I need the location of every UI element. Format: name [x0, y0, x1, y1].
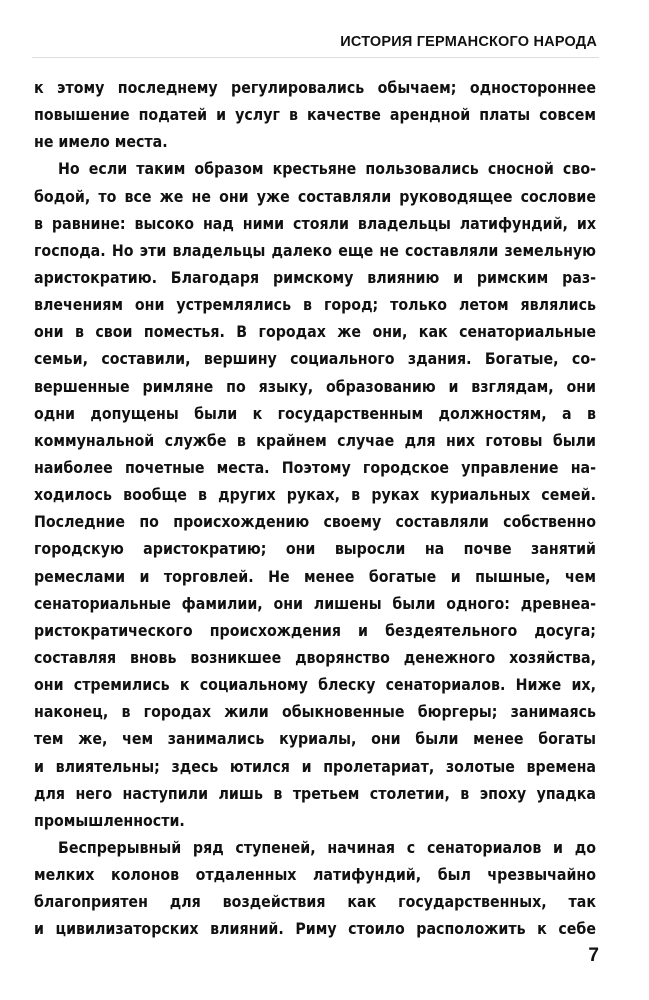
text-line: составляя вновь возникшее дворянство денежного хозяйства, [34, 647, 596, 667]
text-line: они в свои поместья. В городах же они, как сенаториальные [34, 322, 596, 342]
running-header: ИСТОРИЯ ГЕРМАНСКОГО НАРОДА [340, 34, 597, 50]
paragraph [34, 155, 596, 834]
body-text [34, 74, 596, 943]
text-line: сенаториальные фамилии, они лишены были одного: древнеа- [34, 593, 596, 613]
text-line: к этому последнему регулировались обычаем; одностороннее [34, 78, 596, 97]
text-line: тем же, чем занимались куриалы, они были менее богаты [34, 729, 596, 749]
text-line: благоприятен для воздействия как государственных, так [34, 892, 596, 912]
text-line: наиболее почетные места. Поэтому городское управление на- [34, 457, 596, 477]
text-line: ходилось вообще в других руках, в руках куриальных семей. [34, 485, 596, 505]
text-line: в равнине: высоко над ними стояли владельцы латифундий, их [34, 213, 596, 233]
text-line: и цивилизаторских влияний. Риму стоило расположить к себе [34, 919, 596, 939]
text-line: городскую аристократию; они выросли на почве занятий [34, 539, 596, 559]
text-line: Беспрерывный ряд ступеней, начиная с сенаториалов и до [58, 837, 596, 857]
text-line: коммунальной службе в крайнем случае для них готовы были [34, 430, 596, 450]
text-line: они стремились к социальному блеску сенаториалов. Ниже их, [34, 675, 596, 695]
text-line: и влиятельны; здесь ютился и пролетариат, золотые времена [34, 756, 596, 776]
text-line: промышленности. [34, 810, 185, 830]
text-line: Последние по происхождению своему составляли собственно [34, 512, 596, 532]
paragraph [34, 74, 596, 155]
text-line: семьи, составили, вершину социального здания. Богатые, со- [34, 349, 596, 369]
text-line: влечениям они устремлялись в город; только летом являлись [34, 295, 596, 315]
text-line: аристократию. Благодаря римскому влиянию и римским раз- [34, 267, 596, 287]
text-line: ремеслами и торговлей. Не менее богатые и пышные, чем [34, 566, 596, 586]
text-line: мелких колонов отдаленных латифундий, был чрезвычайно [34, 865, 596, 885]
page-number: 7 [588, 945, 599, 966]
text-line: бодой, то все же не они уже составляли руководящее сословие [34, 186, 596, 206]
text-line: господа. Но эти владельцы далеко еще не составляли земельную [34, 240, 596, 260]
text-line: для него наступили лишь в третьем столетии, в эпоху упадка [34, 783, 596, 803]
text-line: ристократического происхождения и бездеятельного досуга; [34, 620, 596, 640]
text-line: наконец, в городах жили обыкновенные бюргеры; занимаясь [34, 702, 596, 722]
text-line: не имело места. [34, 132, 168, 152]
header-rule [32, 57, 599, 58]
text-line: вершенные римляне по языку, образованию и взглядам, они [34, 376, 596, 396]
text-line: Но если таким образом крестьяне пользовались сносной сво- [58, 159, 596, 179]
text-line: повышение податей и услуг в качестве арендной платы совсем [34, 105, 596, 125]
paragraph [34, 834, 596, 943]
text-line: одни допущены были к государственным должностям, а в [34, 403, 596, 423]
